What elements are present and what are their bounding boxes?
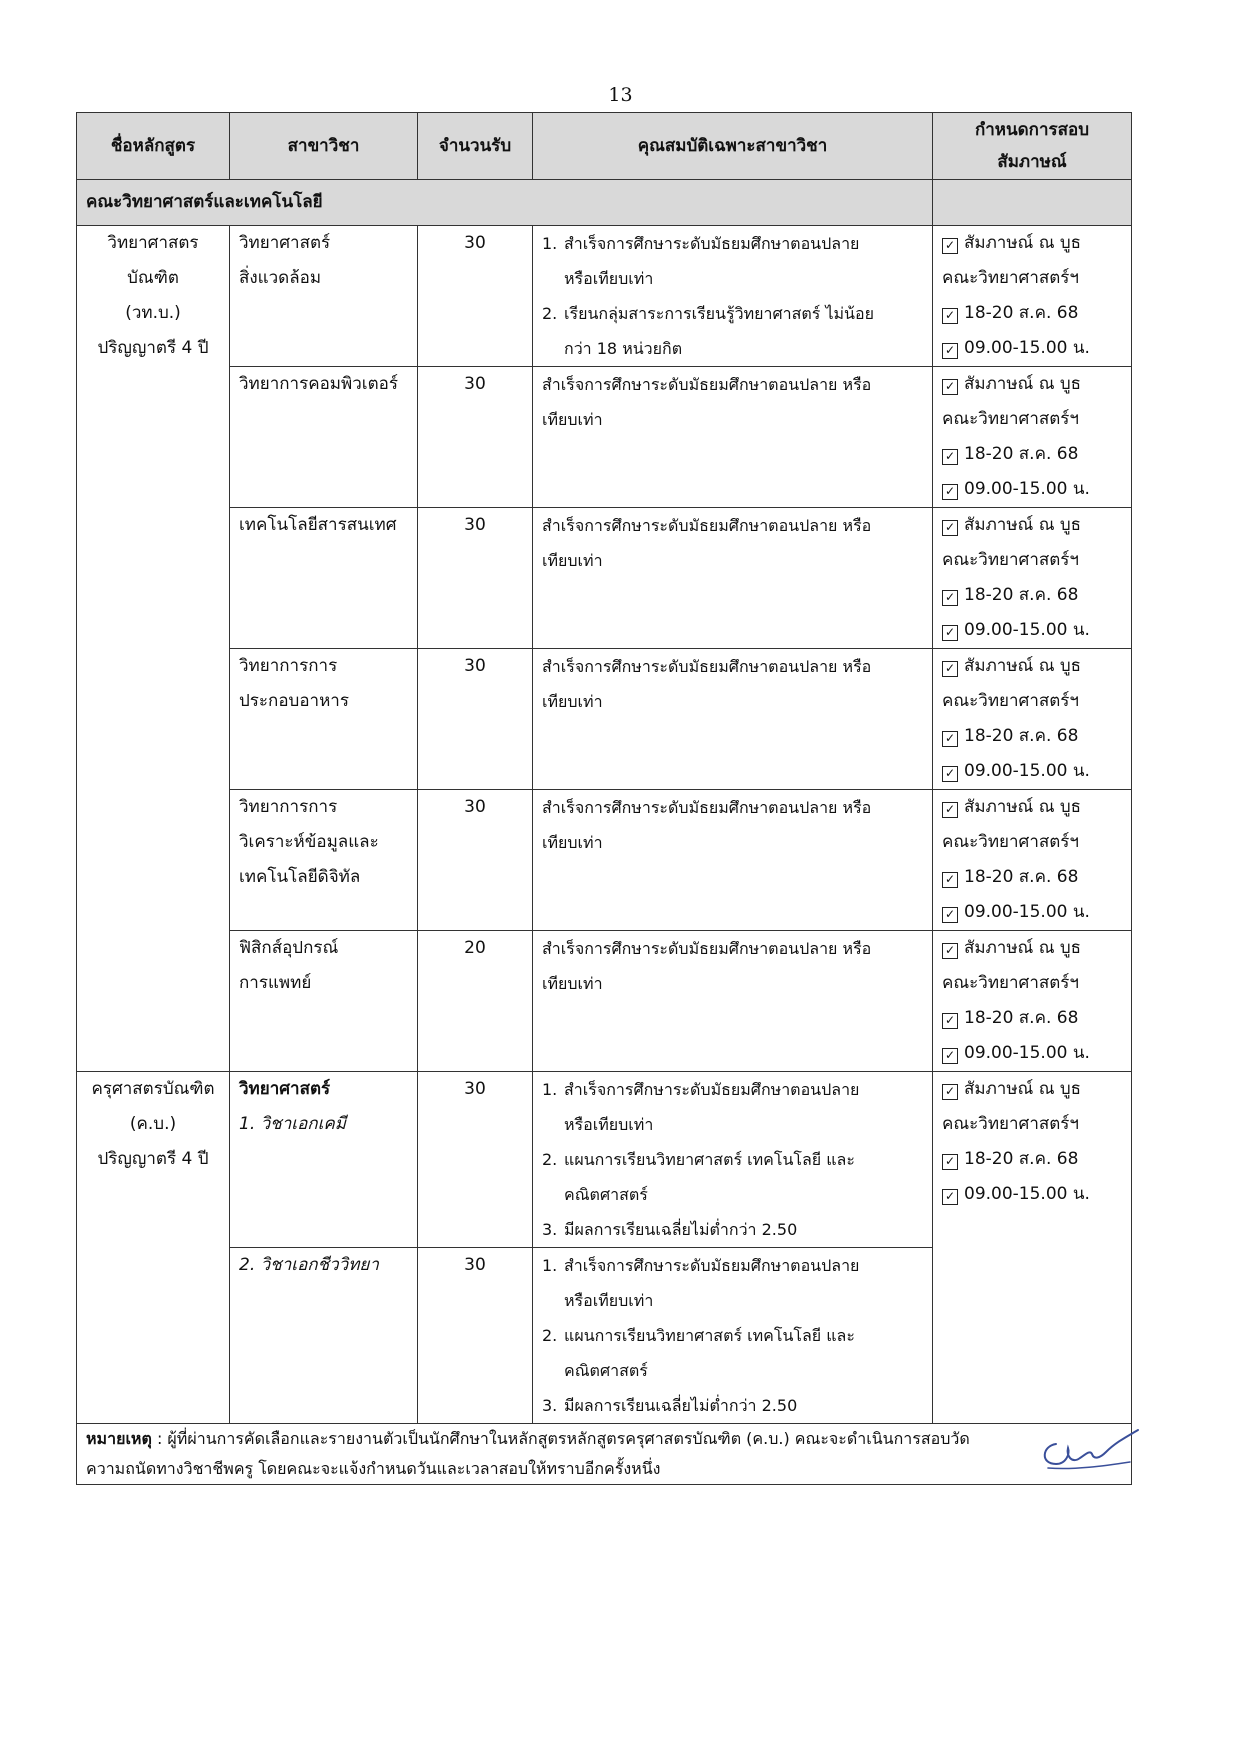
checkbox-icon: ✓ bbox=[942, 1189, 958, 1205]
checkbox-icon: ✓ bbox=[942, 731, 958, 747]
requirements-cell: สำเร็จการศึกษาระดับมัธยมศึกษาตอนปลาย หรือ เทียบเท่า bbox=[533, 508, 933, 649]
faculty-empty-cell bbox=[933, 180, 1132, 226]
table-row bbox=[77, 508, 1132, 649]
note-text-line1: ผู้ที่ผ่านการคัดเลือกและรายงานตัวเป็นนักศึกษาในหลักสูตรหลักสูตรครุศาสตรบัณฑิต (ค.บ.) คณะจะดำเนินการสอบวัด bbox=[167, 1429, 970, 1448]
requirements-cell: 1. สำเร็จการศึกษาระดับมัธยมศึกษาตอนปลาย หรือเทียบเท่า 2. เรียนกลุ่มสาระการเรียนรู้วิทยาศาสตร์ ไม่น้อย กว่า 18 หน่วยกิต bbox=[533, 226, 933, 367]
program-name-cell: ครุศาสตรบัณฑิต (ค.บ.) ปริญญาตรี 4 ปี bbox=[77, 1072, 230, 1424]
major-name: ฟิสิกส์อุปกรณ์ การแพทย์ bbox=[230, 931, 418, 1072]
table-row bbox=[77, 367, 1132, 508]
table-row bbox=[77, 1072, 1132, 1248]
page-number: 13 bbox=[608, 84, 633, 106]
checkbox-icon: ✓ bbox=[942, 1154, 958, 1170]
major-name: วิทยาการคอมพิวเตอร์ bbox=[230, 367, 418, 508]
checkbox-icon: ✓ bbox=[942, 238, 958, 254]
admission-table bbox=[76, 112, 1132, 1485]
major-name: วิทยาศาสตร์ 1. วิชาเอกเคมี bbox=[230, 1072, 418, 1248]
checkbox-icon: ✓ bbox=[942, 449, 958, 465]
seats-value: 30 bbox=[418, 508, 533, 649]
seats-value: 30 bbox=[418, 1248, 533, 1424]
checkbox-icon: ✓ bbox=[942, 343, 958, 359]
interview-schedule-cell: ✓ สัมภาษณ์ ณ บูธ คณะวิทยาศาสตร์ฯ ✓ 18-20 ส.ค. 68 ✓ 09.00-15.00 น. bbox=[933, 1072, 1132, 1424]
checkbox-icon: ✓ bbox=[942, 1013, 958, 1029]
major-name: วิทยาการการ วิเคราะห์ข้อมูลและ เทคโนโลยีดิจิทัล bbox=[230, 790, 418, 931]
header-program: ชื่อหลักสูตร bbox=[77, 113, 230, 180]
table-row bbox=[77, 931, 1132, 1072]
header-qualifications: คุณสมบัติเฉพาะสาขาวิชา bbox=[533, 113, 933, 180]
checkbox-icon: ✓ bbox=[942, 520, 958, 536]
note-row bbox=[77, 1424, 1132, 1485]
faculty-name: คณะวิทยาศาสตร์และเทคโนโลยี bbox=[77, 180, 933, 226]
interview-schedule-cell: ✓ สัมภาษณ์ ณ บูธ คณะวิทยาศาสตร์ฯ ✓ 18-20 ส.ค. 68 ✓ 09.00-15.00 น. bbox=[933, 790, 1132, 931]
requirements-cell: สำเร็จการศึกษาระดับมัธยมศึกษาตอนปลาย หรือ เทียบเท่า bbox=[533, 931, 933, 1072]
major-name: เทคโนโลยีสารสนเทศ bbox=[230, 508, 418, 649]
table-row bbox=[77, 790, 1132, 931]
requirements-cell: 1. สำเร็จการศึกษาระดับมัธยมศึกษาตอนปลาย หรือเทียบเท่า 2. แผนการเรียนวิทยาศาสตร์ เทคโนโลยี และ คณิตศาสตร์ 3. มีผลการเรียนเฉลี่ยไม่ต่ำกว่า 2.50 bbox=[533, 1072, 933, 1248]
interview-schedule-cell: ✓ สัมภาษณ์ ณ บูธ คณะวิทยาศาสตร์ฯ ✓ 18-20 ส.ค. 68 ✓ 09.00-15.00 น. bbox=[933, 508, 1132, 649]
major-name: วิทยาศาสตร์ สิ่งแวดล้อม bbox=[230, 226, 418, 367]
seats-value: 20 bbox=[418, 931, 533, 1072]
table-row bbox=[77, 649, 1132, 790]
faculty-row bbox=[77, 180, 1132, 226]
signature-icon bbox=[1034, 1424, 1144, 1474]
seats-value: 30 bbox=[418, 367, 533, 508]
checkbox-icon: ✓ bbox=[942, 379, 958, 395]
header-seats: จำนวนรับ bbox=[418, 113, 533, 180]
requirements-cell: สำเร็จการศึกษาระดับมัธยมศึกษาตอนปลาย หรือ เทียบเท่า bbox=[533, 790, 933, 931]
seats-value: 30 bbox=[418, 1072, 533, 1248]
program-name-cell: วิทยาศาสตร บัณฑิต (วท.บ.) ปริญญาตรี 4 ปี bbox=[77, 226, 230, 1072]
checkbox-icon: ✓ bbox=[942, 625, 958, 641]
seats-value: 30 bbox=[418, 790, 533, 931]
note-cell: หมายเหตุ : ผู้ที่ผ่านการคัดเลือกและรายงานตัวเป็นนักศึกษาในหลักสูตรหลักสูตรครุศาสตรบัณฑิต (ค.บ.) คณะจะดำเนินการสอบวัด ความถนัดทางวิชาชีพครู โดยคณะจะแจ้งกำหนดวันและเวลาสอบให้ทราบอีกครั้งหนึ่ง bbox=[77, 1424, 1132, 1485]
table-row bbox=[77, 226, 1132, 367]
checkbox-icon: ✓ bbox=[942, 802, 958, 818]
checkbox-icon: ✓ bbox=[942, 1084, 958, 1100]
checkbox-icon: ✓ bbox=[942, 308, 958, 324]
checkbox-icon: ✓ bbox=[942, 661, 958, 677]
checkbox-icon: ✓ bbox=[942, 1048, 958, 1064]
seats-value: 30 bbox=[418, 649, 533, 790]
checkbox-icon: ✓ bbox=[942, 590, 958, 606]
checkbox-icon: ✓ bbox=[942, 766, 958, 782]
requirements-cell: สำเร็จการศึกษาระดับมัธยมศึกษาตอนปลาย หรือ เทียบเท่า bbox=[533, 649, 933, 790]
header-interview: กำหนดการสอบ สัมภาษณ์ bbox=[933, 113, 1132, 180]
requirements-cell: สำเร็จการศึกษาระดับมัธยมศึกษาตอนปลาย หรือ เทียบเท่า bbox=[533, 367, 933, 508]
header-major: สาขาวิชา bbox=[230, 113, 418, 180]
checkbox-icon: ✓ bbox=[942, 907, 958, 923]
table-header-row bbox=[77, 113, 1132, 180]
requirements-cell: 1. สำเร็จการศึกษาระดับมัธยมศึกษาตอนปลาย หรือเทียบเท่า 2. แผนการเรียนวิทยาศาสตร์ เทคโนโลยี และ คณิตศาสตร์ 3. มีผลการเรียนเฉลี่ยไม่ต่ำกว่า 2.50 bbox=[533, 1248, 933, 1424]
major-name: วิทยาการการ ประกอบอาหาร bbox=[230, 649, 418, 790]
checkbox-icon: ✓ bbox=[942, 484, 958, 500]
major-name: 2. วิชาเอกชีววิทยา bbox=[230, 1248, 418, 1424]
checkbox-icon: ✓ bbox=[942, 943, 958, 959]
note-label: หมายเหตุ bbox=[86, 1429, 152, 1448]
seats-value: 30 bbox=[418, 226, 533, 367]
interview-schedule-cell: ✓ สัมภาษณ์ ณ บูธ คณะวิทยาศาสตร์ฯ ✓ 18-20 ส.ค. 68 ✓ 09.00-15.00 น. bbox=[933, 649, 1132, 790]
interview-schedule-cell: ✓ สัมภาษณ์ ณ บูธ คณะวิทยาศาสตร์ฯ ✓ 18-20 ส.ค. 68 ✓ 09.00-15.00 น. bbox=[933, 931, 1132, 1072]
checkbox-icon: ✓ bbox=[942, 872, 958, 888]
note-text-line2: ความถนัดทางวิชาชีพครู โดยคณะจะแจ้งกำหนดวันและเวลาสอบให้ทราบอีกครั้งหนึ่ง bbox=[86, 1459, 661, 1478]
interview-schedule-cell: ✓ สัมภาษณ์ ณ บูธ คณะวิทยาศาสตร์ฯ ✓ 18-20 ส.ค. 68 ✓ 09.00-15.00 น. bbox=[933, 226, 1132, 367]
interview-schedule-cell: ✓ สัมภาษณ์ ณ บูธ คณะวิทยาศาสตร์ฯ ✓ 18-20 ส.ค. 68 ✓ 09.00-15.00 น. bbox=[933, 367, 1132, 508]
